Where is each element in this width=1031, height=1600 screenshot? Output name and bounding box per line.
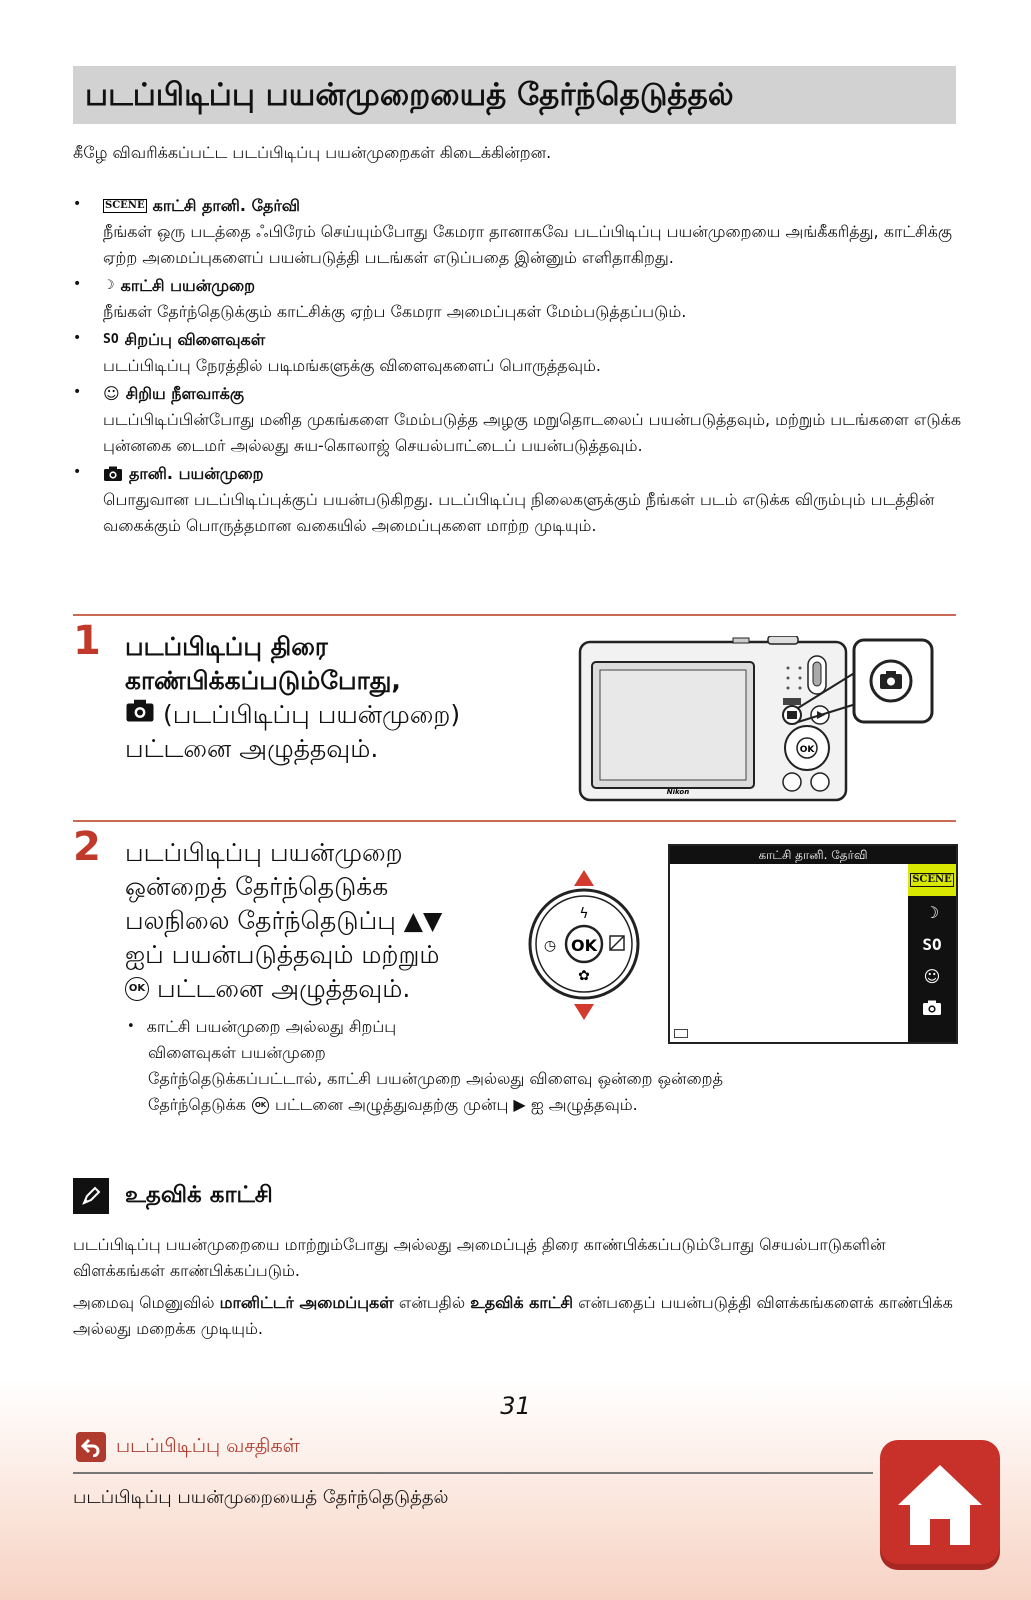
feature-title: காட்சி பயன்முறை — [120, 276, 256, 295]
scene-mode-icon[interactable]: ☽ — [924, 902, 940, 922]
feature-desc: நீங்கள் ஒரு படத்தை ஃபிரேம் செய்யும்போது கேமரா தானாகவே படப்பிடிப்பு பயன்முறையை அங்கீகரித்து, காட்சிக்கு ஏற்ற அமைப்புகளைப் பயன்படுத்தி படங்கள் எடுப்பதை இன்னும் எளிதாகிறது. — [103, 222, 952, 267]
smart-portrait-icon[interactable]: ☺ — [923, 966, 941, 986]
step-2-note: • காட்சி பயன்முறை அல்லது சிறப்பு விளைவுகள் பயன்முறை — [127, 1017, 397, 1062]
feature-list — [73, 193, 963, 541]
scene-mode-icon: ☽ — [103, 278, 115, 293]
ok-button-icon: OK — [252, 1097, 269, 1114]
feature-title: சிறிய நீளவாக்கு — [125, 384, 244, 403]
feature-desc: படப்பிடிப்பு நேரத்தில் படிமங்களுக்கு விளைவுகளைப் பொருத்தவும். — [103, 356, 601, 375]
help-title: உதவிக் காட்சி — [125, 1181, 273, 1208]
special-effects-icon[interactable]: SO — [922, 934, 942, 954]
battery-icon — [674, 1029, 688, 1038]
camera-icon[interactable] — [908, 992, 956, 1024]
feature-title: தானி. பயன்முறை — [129, 464, 264, 483]
divider — [73, 614, 956, 616]
step-1-text: படப்பிடிப்பு திரை காண்பிக்கப்படும்போது, (படப்பிடிப்பு பயன்முறை) பட்டனை அழுத்தவும். — [125, 632, 461, 763]
list-item: • ☽ காட்சி பயன்முறை நீங்கள் தேர்ந்தெடுக்கும் காட்சிக்கு ஏற்ப கேமரா அமைப்புகள் மேம்படுத்தப்படும். — [73, 273, 963, 325]
multi-selector-illustration — [524, 864, 644, 1024]
mode-icon-column — [908, 864, 956, 1042]
svg-text:✿: ✿ — [578, 968, 590, 984]
step-2-text: படப்பிடிப்பு பயன்முறை ஒன்றைத் தேர்ந்தெடுக்க பலநிலை தேர்ந்தெடுப்பு ▲▼ ஐப் பயன்படுத்தவும் மற்றும் OK பட்டனை அழுத்தவும். — [125, 838, 443, 1003]
footer-divider — [73, 1472, 873, 1474]
feature-desc: பொதுவான படப்பிடிப்புக்குப் பயன்படுகிறது. படப்பிடிப்பு நிலைகளுக்கும் நீங்கள் படம் எடுக்க விரும்பும் படத்தின் வகைக்கும் பொருத்தமான வகையில் அமைப்புகளை மாற்ற முடியும். — [103, 490, 935, 535]
step-2-note-cont: தேர்ந்தெடுக்கப்பட்டால், காட்சி பயன்முறை அல்லது விளைவு ஒன்றை ஒன்றைத் தேர்ந்தெடுக்க OK பட்டனை அழுத்துவதற்கு முன்பு ▶ ஐ அழுத்தவும். — [148, 1069, 723, 1114]
svg-text:ϟ: ϟ — [579, 906, 589, 922]
list-item: • SO சிறப்பு விளைவுகள் படப்பிடிப்பு நேரத்தில் படிமங்களுக்கு விளைவுகளைப் பொருத்தவும். — [73, 327, 963, 379]
pencil-icon — [73, 1178, 109, 1214]
list-item: • SCENE காட்சி தானி. தேர்வி நீங்கள் ஒரு படத்தை ஃபிரேம் செய்யும்போது கேமரா தானாகவே படப்பிடிப்பு பயன்முறையை அங்கீகரித்து, காட்சிக்கு ஏற்ற அமைப்புகளைப் பயன்படுத்தி படங்கள் எடுப்பதை இன்னும் எளிதாகிறது. — [73, 193, 963, 271]
screen-header: காட்சி தானி. தேர்வி — [670, 846, 956, 864]
mode-select-screen — [668, 844, 958, 1044]
home-icon — [892, 1457, 988, 1553]
smart-portrait-icon: ☺ — [103, 384, 120, 403]
camera-icon — [125, 698, 155, 732]
step-number: 1 — [73, 618, 101, 664]
step-number: 2 — [73, 824, 101, 870]
list-item: • ☺ சிறிய நீளவாக்கு படப்பிடிப்பின்போது மனித முகங்களை மேம்படுத்த அழகு மறுதொடலைப் பயன்படுத்தவும், மற்றும் படங்களை எடுக்க புன்னகை டைமர் அல்லது சுய-கொலாஜ் செயல்பாட்டைப் பயன்படுத்தவும். — [73, 381, 963, 459]
svg-text:◷: ◷ — [543, 938, 557, 954]
help-body: படப்பிடிப்பு பயன்முறையை மாற்றும்போது அல்லது அமைப்புத் திரை காண்பிக்கப்படும்போது செயல்பாடுகளின் விளக்கங்கள் காண்பிக்கப்படும். அமைவு மெனுவில் மானிட்டர் அமைப்புகள் என்பதில் உதவிக் காட்சி என்பதைப் பயன்படுத்தி விளக்கங்களைக் காண்பிக்க அல்லது மறைக்க முடியும். — [73, 1235, 953, 1338]
feature-title: காட்சி தானி. தேர்வி — [152, 196, 300, 215]
ok-label: OK — [571, 936, 597, 955]
scene-auto-icon[interactable]: SCENE — [908, 864, 956, 896]
special-effects-icon: SO — [103, 332, 119, 347]
ok-label: OK — [799, 745, 815, 755]
camera-icon — [103, 466, 123, 482]
back-link[interactable] — [76, 1432, 300, 1462]
brand-label: Nikon — [666, 788, 690, 796]
page-number: 31 — [500, 1392, 531, 1420]
back-arrow-icon — [76, 1432, 106, 1462]
scene-auto-icon: SCENE — [105, 200, 145, 211]
feature-desc: படப்பிடிப்பின்போது மனித முகங்களை மேம்படுத்த அழகு மறுதொடலைப் பயன்படுத்தவும், மற்றும் படங்களை எடுக்க புன்னகை டைமர் அல்லது சுய-கொலாஜ் செயல்பாட்டைப் பயன்படுத்தவும். — [103, 410, 962, 455]
feature-desc: நீங்கள் தேர்ந்தெடுக்கும் காட்சிக்கு ஏற்ப கேமரா அமைப்புகள் மேம்படுத்தப்படும். — [103, 302, 687, 321]
divider — [73, 820, 956, 822]
intro-text: கீழே விவரிக்கப்பட்ட படப்பிடிப்பு பயன்முறைகள் கிடைக்கின்றன. — [73, 143, 552, 162]
help-heading — [73, 1178, 273, 1214]
back-link-label[interactable]: படப்பிடிப்பு வசதிகள் — [116, 1434, 300, 1457]
home-button[interactable] — [880, 1440, 1000, 1570]
ok-button-icon: OK — [125, 977, 149, 1001]
list-item: • தானி. பயன்முறை பொதுவான படப்பிடிப்புக்குப் பயன்படுகிறது. படப்பிடிப்பு நிலைகளுக்கும் நீங்கள் படம் எடுக்க விரும்பும் படத்தின் வகைக்கும் பொருத்தமான வகையில் அமைப்புகளை மாற்ற முடியும். — [73, 461, 963, 539]
camera-back-illustration — [578, 636, 938, 804]
page-title: படப்பிடிப்பு பயன்முறையைத் தேர்ந்தெடுத்தல் — [73, 66, 956, 124]
footer-section-title: படப்பிடிப்பு பயன்முறையைத் தேர்ந்தெடுத்தல் — [73, 1487, 449, 1508]
feature-title: சிறப்பு விளைவுகள் — [124, 330, 266, 349]
